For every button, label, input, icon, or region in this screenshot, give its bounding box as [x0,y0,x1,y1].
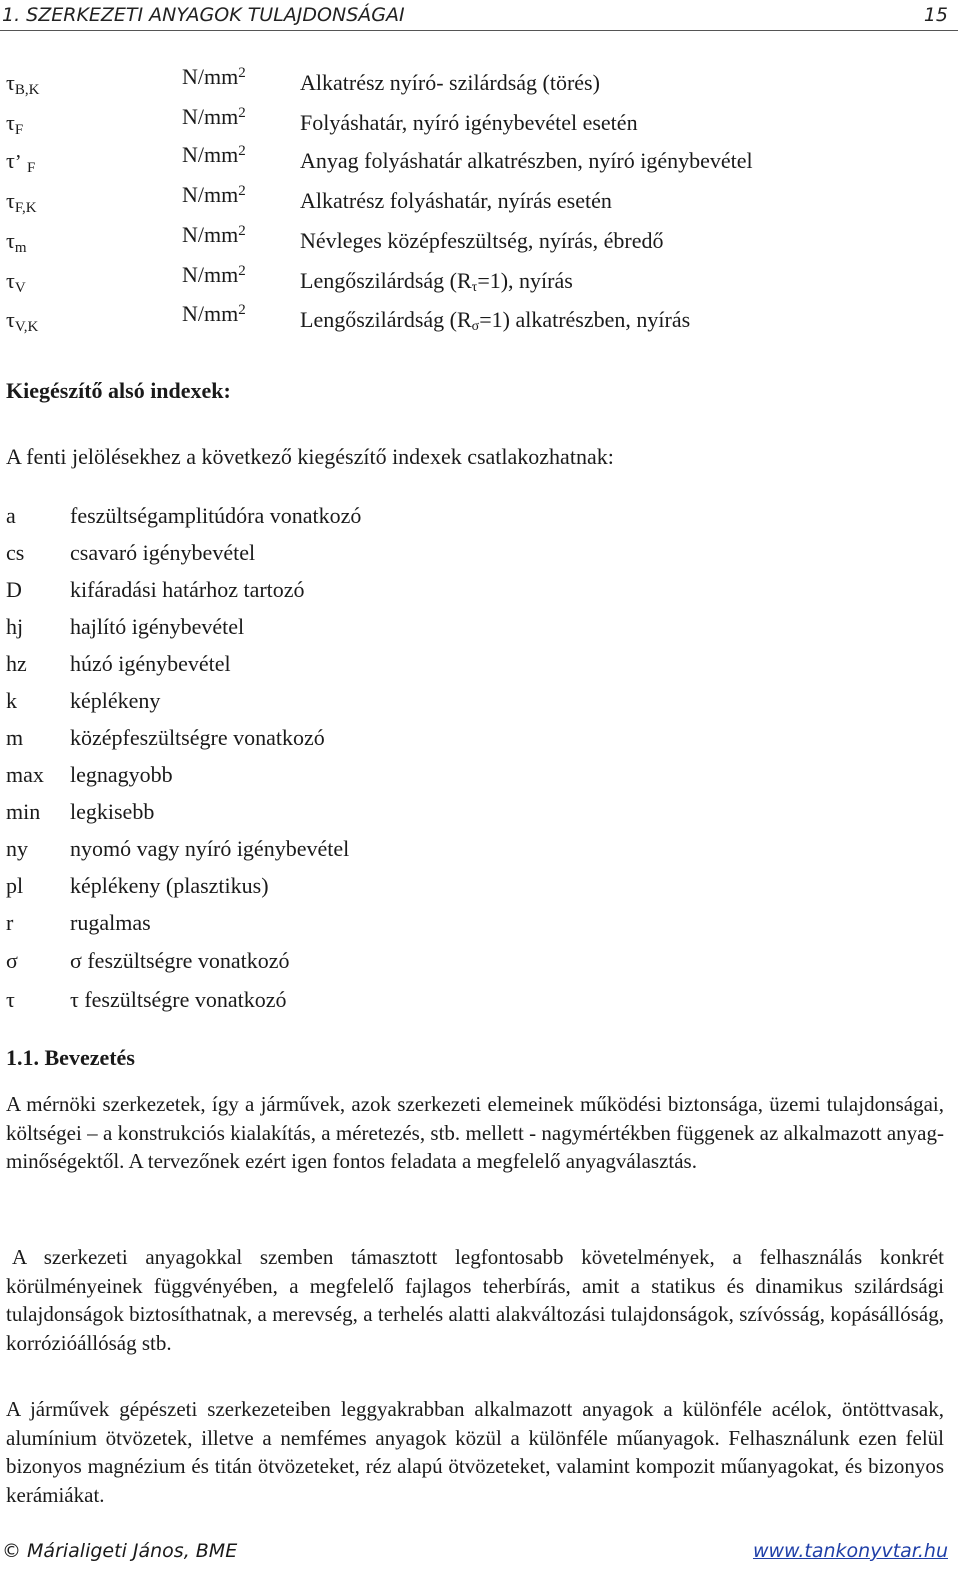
index-key: pl [6,873,24,898]
symbol-description: Alkatrész folyáshatár, nyírás esetén [300,188,612,213]
index-key: r [6,910,14,935]
index-row [0,614,960,644]
symbol-row [0,182,960,218]
section-title: 1.1. Bevezetés [6,1045,135,1070]
index-key: D [6,577,22,602]
index-description: legnagyobb [70,762,173,787]
index-description: képlékeny (plasztikus) [70,873,269,898]
page-header [0,0,958,31]
indices-intro: A fenti jelölésekhez a következő kiegészítő indexek csatlakozhatnak: [6,444,614,469]
unit: $N/mm^2$ [182,222,246,247]
index-description: σ feszültségre vonatkozó [70,948,290,973]
copyright: © Márialigeti János, BME [2,1540,238,1562]
body-paragraph: A járművek gépészeti szerkezeteiben leggyakrabban alkalmazott anyagok a különféle acélok, öntöttvasak, alumínium ötvözetek, illetve a nemfémes anyagok közül a különféle műanyagok. Felhasználunk ezen felül bizonyos magnézium és titán ötvözeteket, réz alapú ötvözeteket, valamint kompozit műanyagokat, és bizonyos kerámiákat. [6,1397,944,1507]
index-row [0,762,960,792]
index-key: τ [6,987,15,1012]
unit: $N/mm^2$ [182,182,246,207]
index-description: τ feszültségre vonatkozó [70,987,287,1012]
unit: $N/mm^2$ [182,104,246,129]
symbol: τ’ $_F$ [6,148,36,176]
index-description: legkisebb [70,799,155,824]
symbol: $\tau_V$ [6,268,26,296]
index-row [0,688,960,718]
body-paragraph: A szerkezeti anyagokkal szemben támasztott legfontosabb követelmények, a felhasználás konkrét körülményeinek függvényében, a megfelelő fajlagos teherbírás, amit a statikus és dinamikus szilárdsági tulajdonságok biztosíthatnak, a merevség, a terhelés alatti alakváltozási tulajdonságok, szívósság, kopásállóság, korrózióállóság stb. [6,1245,944,1355]
index-row [0,873,960,903]
index-row [0,836,960,866]
index-key: hz [6,651,27,676]
index-row [0,799,960,829]
symbol-description: Folyáshatár, nyíró igénybevétel esetén [300,110,638,135]
index-description: kifáradási határhoz tartozó [70,577,305,602]
index-row [0,651,960,681]
index-row [0,948,960,978]
index-row [0,910,960,940]
unit: $N/mm^2$ [182,142,246,167]
index-key: max [6,762,44,787]
unit: $N/mm^2$ [182,64,246,89]
index-key: m [6,725,24,750]
index-key: min [6,799,41,824]
chapter-title: 1. SZERKEZETI ANYAGOK TULAJDONSÁGAI [2,4,405,26]
index-key: hj [6,614,24,639]
index-key: ny [6,836,28,861]
symbol: $\tau_F$ [6,110,24,138]
index-description: feszültségamplitúdóra vonatkozó [70,503,362,528]
symbol: $\tau_{B,K}$ [6,70,40,98]
page-footer [0,1536,958,1566]
index-key: k [6,688,17,713]
symbol-row [0,222,960,258]
index-description: csavaró igénybevétel [70,540,256,565]
index-description: rugalmas [70,910,151,935]
symbol-description: Névleges középfeszültség, nyírás, ébredő [300,228,664,253]
index-description: hajlító igénybevétel [70,614,245,639]
index-row [0,503,960,533]
index-row [0,577,960,607]
symbol-description: Lengőszilárdság $(R_\sigma=1)$ alkatrészben, nyírás [300,307,691,334]
symbol: $\tau_{V,K}$ [6,307,39,335]
body-paragraph: A mérnöki szerkezetek, így a járművek, azok szerkezeti elemeinek működési biztonsága, üzemi tulajdonságai, költségei – a konstrukciós kialakítás, a méretezés, stb. mellett - nagymértékben függenek az alkalmazott anyag-minőségektől. A tervezőnek ezért igen fontos feladata a megfelelő anyagválasztás. [6,1092,944,1173]
unit: $N/mm^2$ [182,262,246,287]
symbol-description: Lengőszilárdság $(R_\tau=1)$, nyírás [300,268,573,295]
symbol: $\tau_m$ [6,228,27,256]
index-description: nyomó vagy nyíró igénybevétel [70,836,350,861]
symbol-row [0,104,960,140]
index-row [0,987,960,1017]
symbol: $\tau_{F,K}$ [6,188,37,216]
symbol-description: Alkatrész nyíró- szilárdság (törés) [300,70,600,95]
index-key: σ [6,948,18,973]
unit: $N/mm^2$ [182,301,246,326]
page-number: 15 [923,4,948,26]
index-row [0,725,960,755]
index-key: cs [6,540,25,565]
indices-heading: Kiegészítő alsó indexek: [6,378,231,403]
symbol-row [0,64,960,100]
symbol-description: Anyag folyáshatár alkatrészben, nyíró igénybevétel [300,148,753,173]
index-description: képlékeny [70,688,161,713]
symbol-row [0,142,960,178]
footer-link[interactable]: www.tankonyvtar.hu [752,1540,948,1562]
index-description: középfeszültségre vonatkozó [70,725,325,750]
index-row [0,540,960,570]
symbol-row [0,301,960,337]
index-description: húzó igénybevétel [70,651,231,676]
index-key: a [6,503,16,528]
symbol-row [0,262,960,298]
